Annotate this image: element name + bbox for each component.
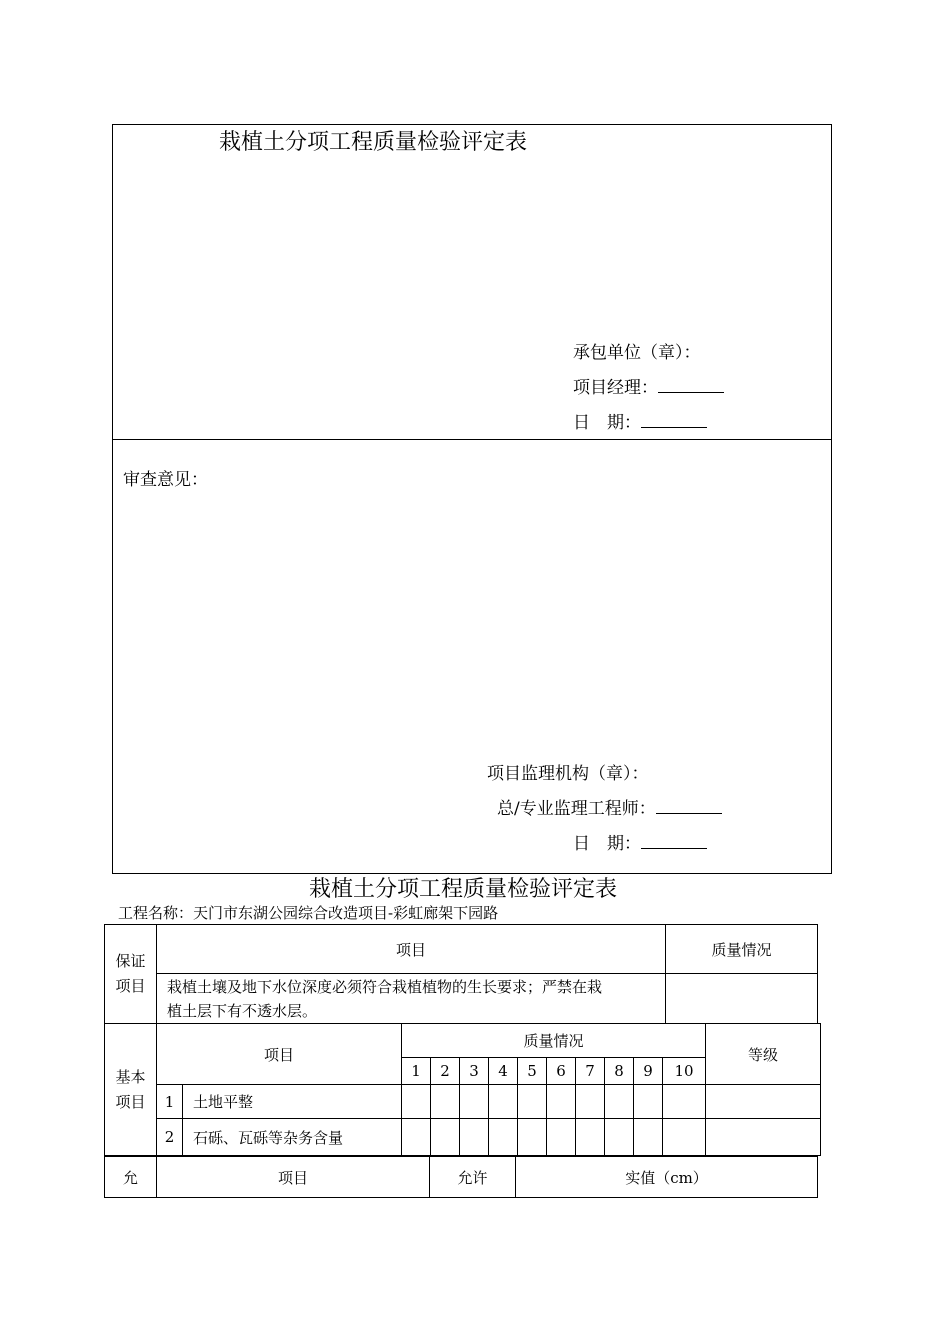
guarantee-label <box>105 925 157 1024</box>
basic-col-quality: 质量情况 <box>402 1024 706 1058</box>
allowed-label: 允 <box>105 1157 157 1198</box>
basic-table <box>104 1023 821 1156</box>
grade-cell <box>706 1119 821 1156</box>
allowed-col-actual: 实值（cm） <box>516 1157 818 1198</box>
guarantee-label-line2: 项目 <box>115 977 146 995</box>
guarantee-requirement-line2: 植土层下有不透水层。 <box>167 1001 318 1020</box>
chief-engineer-row <box>497 794 722 819</box>
date-row-2 <box>573 829 707 854</box>
quality-number: 9 <box>634 1058 663 1085</box>
quality-cell <box>605 1085 634 1119</box>
quality-cell <box>605 1119 634 1156</box>
guarantee-col-item: 项目 <box>157 925 666 974</box>
date-label-2: 日 期： <box>573 834 641 854</box>
chief-engineer-blank <box>656 799 722 814</box>
quality-cell <box>402 1085 431 1119</box>
project-manager-row <box>573 373 724 398</box>
guarantee-label-line1: 保证 <box>115 952 146 970</box>
project-manager-label: 项目经理： <box>573 378 658 398</box>
date-row-1 <box>573 408 707 433</box>
quality-cell <box>431 1119 460 1156</box>
allowed-col-item: 项目 <box>157 1157 430 1198</box>
quality-cell <box>576 1119 605 1156</box>
quality-cell <box>518 1119 547 1156</box>
quality-cell <box>576 1085 605 1119</box>
project-manager-blank <box>658 378 724 393</box>
quality-number: 10 <box>663 1058 706 1085</box>
quality-cell <box>547 1119 576 1156</box>
row-number: 1 <box>157 1085 183 1119</box>
table-row <box>105 1085 821 1119</box>
upper-form <box>112 124 832 874</box>
quality-cell <box>518 1085 547 1119</box>
contractor-seal-label: 承包单位（章）： <box>573 343 701 363</box>
table-row <box>105 1119 821 1156</box>
guarantee-requirement <box>157 974 666 1024</box>
quality-number: 3 <box>460 1058 489 1085</box>
basic-col-grade: 等级 <box>706 1024 821 1085</box>
quality-cell <box>634 1119 663 1156</box>
upper-form-title: 栽植土分项工程质量检验评定表 <box>219 130 528 155</box>
date-blank-1 <box>641 413 707 428</box>
project-name: 工程名称：天门市东湖公园综合改造项目-彩虹廊架下园路 <box>118 904 499 922</box>
allowed-col-allow: 允许 <box>430 1157 516 1198</box>
quality-cell <box>489 1119 518 1156</box>
chief-engineer-label: 总/专业监理工程师： <box>497 799 656 819</box>
date-label-1: 日 期： <box>573 413 641 433</box>
quality-number: 4 <box>489 1058 518 1085</box>
quality-cell <box>489 1085 518 1119</box>
guarantee-requirement-line1: 栽植土壤及地下水位深度必须符合栽植植物的生长要求；严禁在栽 <box>167 977 603 996</box>
guarantee-col-quality: 质量情况 <box>666 925 818 974</box>
quality-cell <box>634 1085 663 1119</box>
quality-cell <box>402 1119 431 1156</box>
quality-number: 5 <box>518 1058 547 1085</box>
supervision-seal-label: 项目监理机构（章）： <box>487 764 649 784</box>
quality-number: 6 <box>547 1058 576 1085</box>
quality-number: 8 <box>605 1058 634 1085</box>
divider-line <box>113 439 831 440</box>
quality-number: 1 <box>402 1058 431 1085</box>
quality-cell <box>547 1085 576 1119</box>
basic-label <box>105 1024 157 1156</box>
basic-col-item: 项目 <box>157 1024 402 1085</box>
quality-cell <box>431 1085 460 1119</box>
row-name: 土地平整 <box>183 1085 402 1119</box>
guarantee-table <box>104 924 818 1024</box>
basic-label-line2: 项目 <box>115 1092 146 1111</box>
review-label: 审查意见： <box>123 470 208 490</box>
grade-cell <box>706 1085 821 1119</box>
row-name: 石砾、瓦砾等杂务含量 <box>183 1119 402 1156</box>
quality-number: 2 <box>431 1058 460 1085</box>
quality-cell <box>460 1119 489 1156</box>
date-blank-2 <box>641 834 707 849</box>
lower-form-title: 栽植土分项工程质量检验评定表 <box>309 877 618 902</box>
quality-cell <box>663 1085 706 1119</box>
guarantee-quality-cell <box>666 974 818 1024</box>
quality-number: 7 <box>576 1058 605 1085</box>
quality-cell <box>460 1085 489 1119</box>
quality-cell <box>663 1119 706 1156</box>
basic-label-line1: 基本 <box>115 1067 146 1086</box>
row-number: 2 <box>157 1119 183 1156</box>
allowed-table <box>104 1156 818 1198</box>
